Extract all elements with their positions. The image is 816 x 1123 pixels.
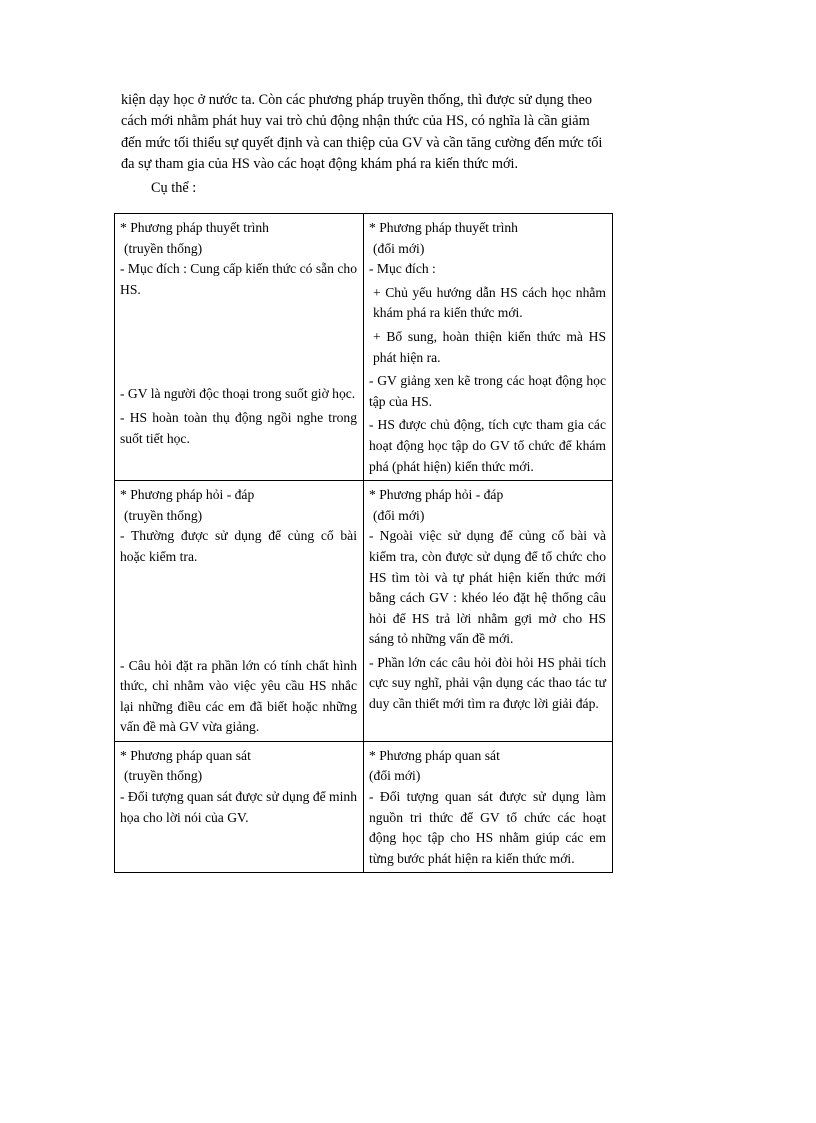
method-subpoint: + Bổ sung, hoàn thiện kiến thức mà HS phát hiện ra. xyxy=(373,328,606,365)
method-subtitle: (truyền thống) xyxy=(124,768,203,784)
method-title: * Phương pháp thuyết trình xyxy=(120,220,269,235)
method-point: - Mục đích : Cung cấp kiến thức có sẵn cho HS. xyxy=(120,261,357,297)
intro-line: kiện dạy học ở nước ta. Còn các phương pháp truyền thống, thì được sử dụng theo xyxy=(121,92,592,108)
method-point: - Ngoài việc sử dụng để củng cố bài và kiểm tra, còn được sử dụng để tổ chức cho HS tìm tòi và tự phát hiện kiến thức mới bằng cách GV : khéo léo đặt hệ thống câu hỏi để HS trả lời nhằm gợi mở cho HS sáng tỏ những vấn đề mới. xyxy=(369,528,606,647)
table-row xyxy=(115,481,613,742)
method-title: * Phương pháp quan sát xyxy=(120,747,251,763)
methods-comparison-table xyxy=(114,213,613,873)
cell-observation-traditional xyxy=(115,741,364,873)
method-title: * Phương pháp quan sát xyxy=(369,747,500,763)
cell-observation-renewed xyxy=(364,741,613,873)
cell-qa-traditional xyxy=(115,481,364,742)
table-row xyxy=(115,741,613,873)
method-subtitle: (truyền thống) xyxy=(124,507,203,523)
cell-lecture-renewed xyxy=(364,214,613,481)
method-subpoint: + Chủ yếu hướng dẫn HS cách học nhằm khám phá ra kiến thức mới. xyxy=(373,284,606,321)
method-point: - Thường được sử dụng để củng cố bài hoặc kiểm tra. xyxy=(120,528,357,564)
method-subtitle: (đổi mới) xyxy=(369,768,421,784)
intro-line: đến mức tối thiểu sự quyết định và can thiệp của GV và cần tăng cường đến mức tối xyxy=(121,134,603,151)
table-row xyxy=(115,214,613,481)
method-title: * Phương pháp hỏi - đáp xyxy=(369,487,504,503)
method-title: * Phương pháp hỏi - đáp xyxy=(120,487,255,503)
method-subtitle: (đổi mới) xyxy=(373,507,425,523)
cell-lecture-traditional xyxy=(115,214,364,481)
intro-text xyxy=(121,90,605,199)
method-point: - GV giảng xen kẽ trong các hoạt động học tập của HS. xyxy=(369,373,606,409)
method-point: - HS hoàn toàn thụ động ngồi nghe trong suốt tiết học. xyxy=(120,409,357,446)
method-point: - Đối tượng quan sát được sử dụng để minh họa cho lời nói của GV. xyxy=(120,789,357,825)
cell-qa-renewed xyxy=(364,481,613,742)
intro-paragraph xyxy=(121,90,605,176)
method-point: - HS được chủ động, tích cực tham gia các hoạt động học tập do GV tổ chức để khám phá (phát hiện) kiến thức mới. xyxy=(369,417,606,474)
method-point: - Câu hỏi đặt ra phần lớn có tính chất hình thức, chỉ nhằm vào việc yêu cầu HS nhắc lại những điều các em đã biết hoặc những vấn đề mà GV vừa giảng. xyxy=(120,657,357,735)
method-point: - GV là người độc thoại trong suốt giờ học. xyxy=(120,386,356,402)
method-point: - Phần lớn các câu hỏi đòi hỏi HS phải tích cực suy nghĩ, phải vận dụng các thao tác tư duy cần thiết mới tìm ra được lời giải đáp. xyxy=(369,654,606,712)
intro-line: cách mới nhằm phát huy vai trò chủ động nhận thức của HS, có nghĩa là cần giảm xyxy=(121,113,590,130)
method-point: - Mục đích : xyxy=(369,261,436,277)
method-point: - Đối tượng quan sát được sử dụng làm nguồn tri thức để GV tổ chức các hoạt động học tập cho HS nhằm giúp các em từng bước phát hiện ra kiến thức mới. xyxy=(369,789,606,866)
method-subtitle: (truyền thống) xyxy=(124,240,203,256)
lead-in-text: Cụ thể : xyxy=(151,179,197,196)
method-subtitle: (đổi mới) xyxy=(373,240,425,256)
intro-line: đa sự tham gia của HS vào các hoạt động khám phá ra kiến thức mới. xyxy=(121,156,519,173)
method-title: * Phương pháp thuyết trình xyxy=(369,220,518,235)
